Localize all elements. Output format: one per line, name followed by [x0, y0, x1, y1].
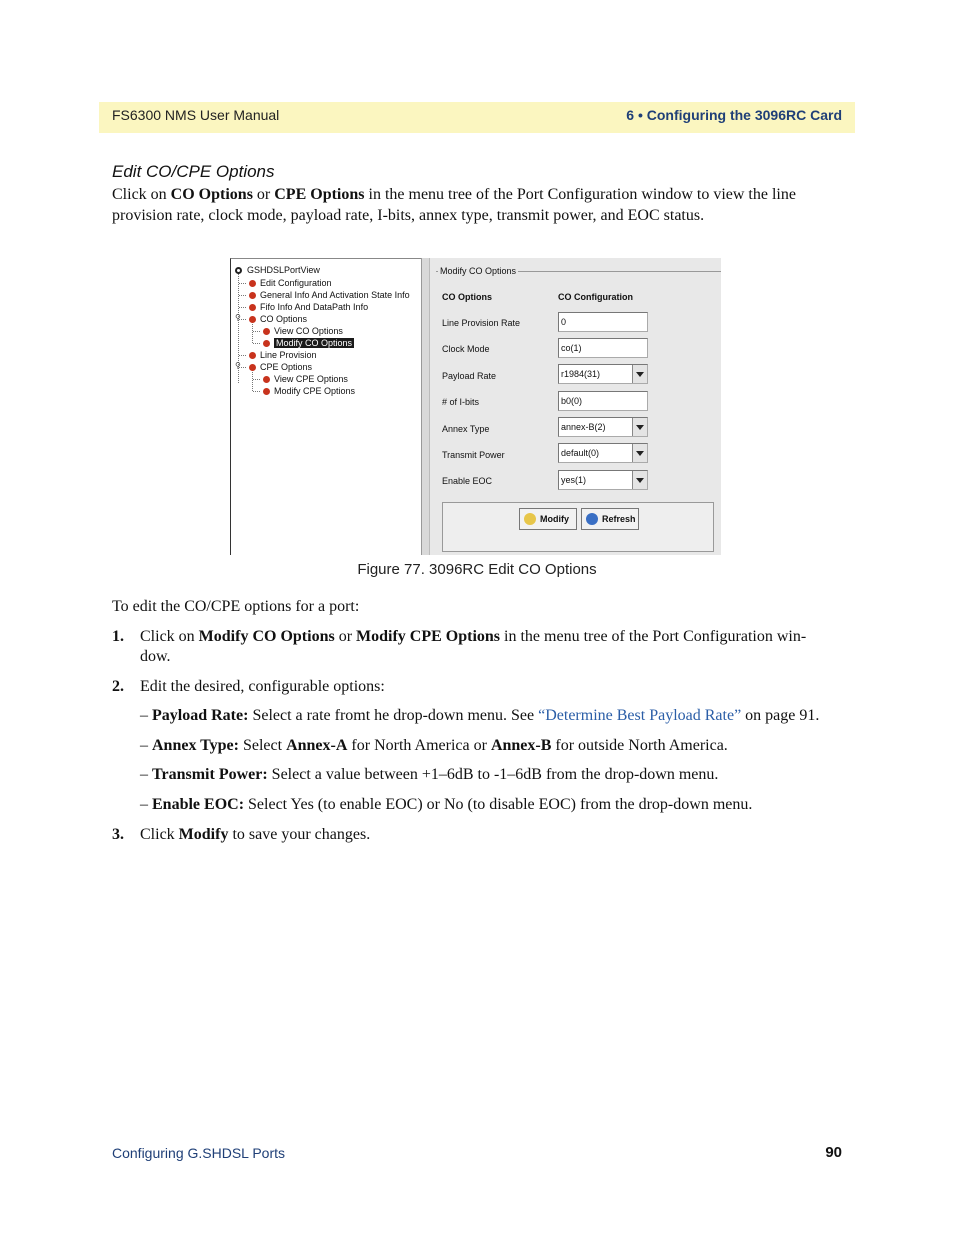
- node-icon: [263, 376, 270, 383]
- step-number: 2.: [112, 678, 124, 695]
- footer-section-title: Configuring G.SHDSL Ports: [112, 1145, 285, 1161]
- tree-item-edit-configuration[interactable]: Edit Configuration: [249, 277, 332, 289]
- tree-item-modify-co-options[interactable]: Modify CO Options: [263, 337, 354, 349]
- root-node-icon: [235, 267, 242, 274]
- intro-paragraph: Click on CO Options or CPE Options in the menu tree of the Port Configuration window to view the line provision rate, clock mode, payload rate, I-bits, annex type, transmit power, and EOC status.: [112, 186, 796, 224]
- tree-item-general-info[interactable]: General Info And Activation State Info: [249, 289, 410, 301]
- tree-item-modify-cpe-options[interactable]: Modify CPE Options: [263, 385, 355, 397]
- node-icon: [249, 364, 256, 371]
- step-number: 1.: [112, 628, 124, 645]
- panel-legend: Modify CO Options: [440, 266, 517, 276]
- field-label: # of I-bits: [442, 397, 480, 407]
- running-header: [99, 102, 855, 133]
- chevron-down-icon[interactable]: [632, 444, 647, 462]
- bullet-annex-type: – Annex Type: Select Annex-A for North America or Annex-B for outside North America.: [140, 737, 728, 754]
- ibits-input[interactable]: b0(0): [558, 391, 648, 411]
- step-1-text: Click on Modify CO Options or Modify CPE Options in the menu tree of the Port Configuration win- dow.: [140, 628, 807, 665]
- tree-root[interactable]: GSHDSLPortView: [235, 264, 320, 276]
- node-icon: [263, 388, 270, 395]
- column-header-configuration: CO Configuration: [558, 292, 633, 302]
- field-label: Line Provision Rate: [442, 318, 521, 328]
- step-2-text: Edit the desired, configurable options:: [140, 678, 385, 695]
- modify-button[interactable]: Modify: [519, 508, 577, 530]
- bullet-transmit-power: – Transmit Power: Select a value between +1–6dB to -1–6dB from the drop-down menu.: [140, 766, 719, 783]
- collapse-toggle-icon[interactable]: ⚲: [235, 313, 241, 322]
- manual-title: FS6300 NMS User Manual: [112, 107, 280, 123]
- chevron-down-icon[interactable]: [632, 365, 647, 383]
- refresh-button[interactable]: Refresh: [581, 508, 639, 530]
- tree-item-line-provision[interactable]: Line Provision: [249, 349, 317, 361]
- refresh-icon: [586, 513, 598, 525]
- line-provision-rate-input[interactable]: 0: [558, 312, 648, 332]
- payload-rate-select[interactable]: r1984(31): [558, 364, 648, 384]
- figure-caption: Figure 77. 3096RC Edit CO Options: [357, 561, 597, 578]
- section-title: Edit CO/CPE Options: [112, 162, 275, 181]
- node-icon: [249, 304, 256, 311]
- tree-item-view-cpe-options[interactable]: View CPE Options: [263, 373, 348, 385]
- menu-tree: [230, 258, 422, 555]
- options-panel: [429, 258, 721, 555]
- enable-eoc-select[interactable]: yes(1): [558, 470, 648, 490]
- field-label: Payload Rate: [442, 371, 497, 381]
- node-icon: [249, 352, 256, 359]
- collapse-toggle-icon[interactable]: ⚲: [235, 361, 241, 370]
- node-icon: [263, 340, 270, 347]
- button-panel: [442, 502, 714, 552]
- tree-item-co-options[interactable]: CO Options: [249, 313, 307, 325]
- node-icon: [263, 328, 270, 335]
- cross-reference-link[interactable]: “Determine Best Payload Rate”: [538, 707, 742, 724]
- chevron-down-icon[interactable]: [632, 418, 647, 436]
- lead-paragraph: To edit the CO/CPE options for a port:: [112, 598, 360, 615]
- bullet-payload-rate: – Payload Rate: Select a rate fromt he drop-down menu. See “Determine Best Payload Rate” on page 91.: [140, 707, 820, 724]
- field-label: Clock Mode: [442, 344, 490, 354]
- chapter-title: 6 • Configuring the 3096RC Card: [626, 107, 842, 123]
- field-label: Enable EOC: [442, 476, 493, 486]
- tree-item-view-co-options[interactable]: View CO Options: [263, 325, 343, 337]
- clock-mode-input[interactable]: co(1): [558, 338, 648, 358]
- tree-item-cpe-options[interactable]: CPE Options: [249, 361, 312, 373]
- column-header-options: CO Options: [442, 292, 492, 302]
- step-number: 3.: [112, 826, 124, 843]
- field-label: Transmit Power: [442, 450, 505, 460]
- node-icon: [249, 280, 256, 287]
- node-icon: [249, 316, 256, 323]
- page-number: 90: [825, 1144, 842, 1161]
- field-label: Annex Type: [442, 424, 490, 434]
- figure-screenshot: [230, 255, 721, 555]
- tree-item-fifo-info[interactable]: Fifo Info And DataPath Info: [249, 301, 368, 313]
- annex-type-select[interactable]: annex-B(2): [558, 417, 648, 437]
- chevron-down-icon[interactable]: [632, 471, 647, 489]
- bullet-enable-eoc: – Enable EOC: Select Yes (to enable EOC) or No (to disable EOC) from the drop-down menu.: [140, 796, 753, 813]
- node-icon: [249, 292, 256, 299]
- step-3-text: Click Modify to save your changes.: [140, 826, 371, 843]
- transmit-power-select[interactable]: default(0): [558, 443, 648, 463]
- pencil-icon: [524, 513, 536, 525]
